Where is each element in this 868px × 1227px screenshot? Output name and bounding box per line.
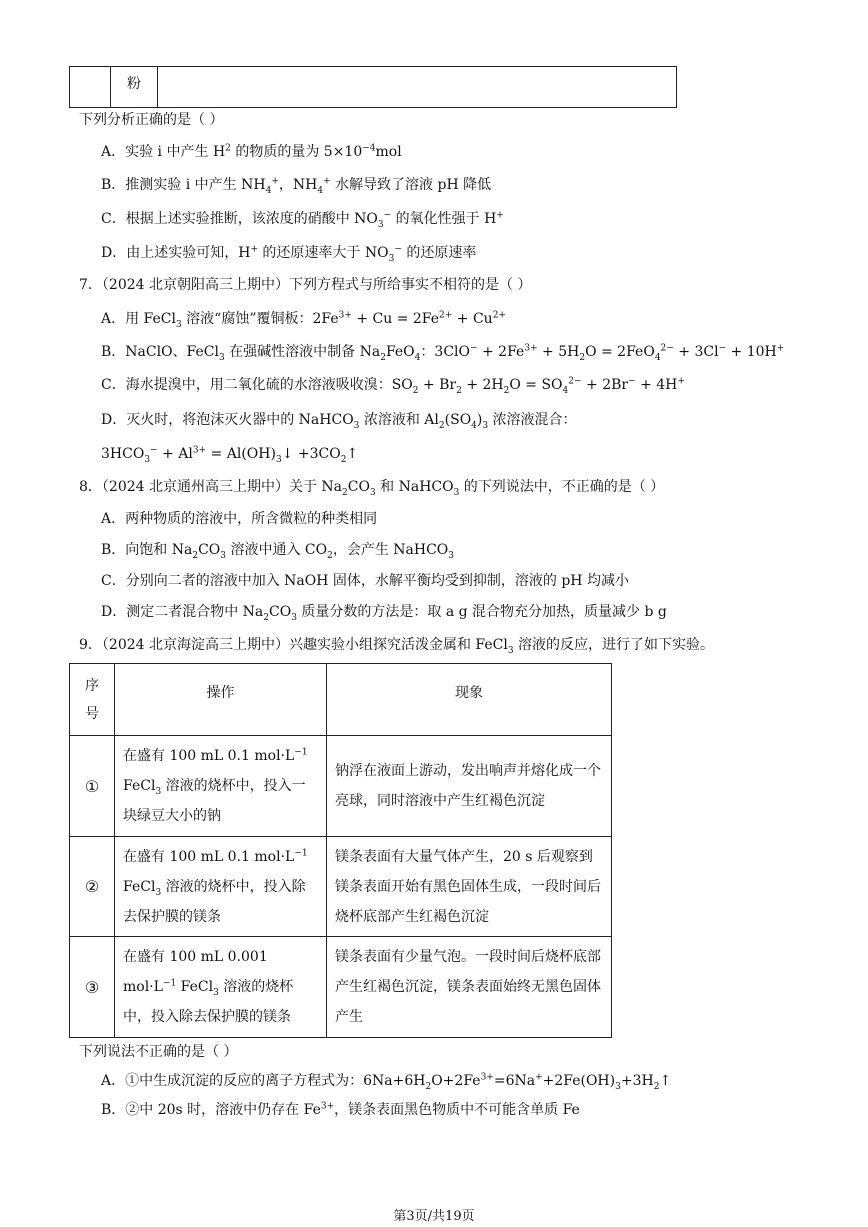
page-footer: 第3页/共19页	[393, 1209, 475, 1224]
q7-option-b: B．NaClO、FeCl$_3$ 在强碱性溶液中制备 $Na_2FeO_4$：$3ClO^- + 2Fe^{3+} + 5H_2O = 2FeO_4^{2-} + 3Cl^- + 10H^+$	[101, 343, 785, 363]
row-phenomenon: 镁条表面有大量气体产生，20 s 后观察到镁条表面开始有黑色固体生成，一段时间后烧杯底部产生红褐色沉淀	[327, 837, 612, 937]
q6-option-b: B．推测实验 i 中产生 $NH_4^+$，$NH_4^+$ 水解导致了溶液 pH 降低	[101, 176, 492, 196]
q6-stem: 下列分析正确的是（ ）	[79, 112, 224, 128]
q7-option-d: D．灭火时，将泡沫灭火器中的 NaHCO$_3$ 浓溶液和 $Al_2(SO_4)_3$ 浓溶液混合：	[101, 412, 577, 431]
q8-option-d: D．测定二者混合物中 $Na_2CO_3$ 质量分数的方法是：取 a g 混合物充分加热，质量减少 b g	[101, 604, 667, 623]
q9-option-a: A．①中生成沉淀的反应的离子方程式为：$6Na+6H_2O+2Fe^{3+}=6Na^++2Fe(OH)_3+3H_2↑$	[101, 1072, 672, 1092]
row-operation: 在盛有 100 mL 0.1 $mol\cdot L^{-1}$ FeCl$_3$ 溶液的烧杯中，投入一块绿豆大小的钠	[115, 736, 327, 837]
row-number: ②	[70, 837, 115, 937]
q9-option-b: B．②中 20s 时，溶液中仍存在 $Fe^{3+}$，镁条表面黑色物质中不可能含单质 Fe	[101, 1101, 580, 1118]
top-table-fragment	[69, 66, 677, 108]
header-phenomenon: 现象	[327, 664, 612, 736]
q6-option-c: C．根据上述实验推断，该浓度的硝酸中 $NO_3^-$ 的氧化性强于 H+	[101, 210, 504, 230]
top-table-cell-2: 粉	[111, 67, 158, 108]
top-table-cell-1	[70, 67, 111, 108]
table-row	[70, 937, 612, 1038]
experiment-table-header	[70, 664, 612, 736]
q9-stem: 9．（2024 北京海淀高三上期中）兴趣实验小组探究活泼金属和 FeCl$_3$ 溶液的反应，进行了如下实验。	[79, 637, 715, 656]
row-number: ③	[70, 937, 115, 1038]
header-operation: 操作	[115, 664, 327, 736]
q8-option-a: A．两种物质的溶液中，所含微粒的种类相同	[101, 511, 378, 527]
row-phenomenon: 镁条表面有少量气泡。一段时间后烧杯底部产生红褐色沉淀，镁条表面始终无黑色固体产生	[327, 937, 612, 1038]
q6-option-d: D．由上述实验可知，H+ 的还原速率大于 $NO_3^-$ 的还原速率	[101, 244, 477, 264]
q8-stem: 8．（2024 北京通州高三上期中）关于 $Na_2CO_3$ 和 NaHCO$_3$ 的下列说法中，不正确的是（ ）	[79, 479, 665, 498]
header-number: 序号	[70, 664, 115, 736]
q7-option-d-equation: $3HCO_3^- + Al^{3+}$ = $Al(OH)_3↓$ $+3CO_2↑$	[101, 445, 359, 465]
q7-option-a: A．用 FeCl$_3$ 溶液“腐蚀”覆铜板：$2Fe^{3+} + Cu = 2Fe^{2+} + Cu^{2+}$	[101, 310, 506, 330]
row-phenomenon: 钠浮在液面上游动，发出响声并熔化成一个亮球，同时溶液中产生红褐色沉淀	[327, 736, 612, 837]
experiment-table	[69, 663, 612, 1038]
table-row	[70, 837, 612, 937]
top-table-cell-3	[158, 67, 677, 108]
row-operation: 在盛有 100 mL 0.1 $mol\cdot L^{-1}$ FeCl$_3$ 溶液的烧杯中，投入除去保护膜的镁条	[115, 837, 327, 937]
q8-option-c: C．分别向二者的溶液中加入 NaOH 固体，水解平衡均受到抑制，溶液的 pH 均减小	[101, 573, 629, 589]
row-operation: 在盛有 100 mL 0.001 $mol\cdot L^{-1}$ FeCl$_3$ 溶液的烧杯中，投入除去保护膜的镁条	[115, 937, 327, 1038]
row-number: ①	[70, 736, 115, 837]
q6-option-a: A．实验 i 中产生 $H^2$ 的物质的量为 $5\times 10^{-4}mol$	[101, 143, 402, 160]
q7-option-c: C．海水提溴中，用二氧化硫的水溶液吸收溴：$SO_2 + Br_2 + 2H_2O = SO_4^{2-} + 2Br^- + 4H^+$	[101, 376, 685, 396]
table-row	[70, 736, 612, 837]
q9-after-stem: 下列说法不正确的是（ ）	[79, 1044, 238, 1060]
q8-option-b: B．向饱和 $Na_2CO_3$ 溶液中通入 $CO_2$，会产生 NaHCO$_3$	[101, 542, 455, 561]
q7-stem: 7．（2024 北京朝阳高三上期中）下列方程式与所给事实不相符的是（ ）	[79, 277, 532, 293]
